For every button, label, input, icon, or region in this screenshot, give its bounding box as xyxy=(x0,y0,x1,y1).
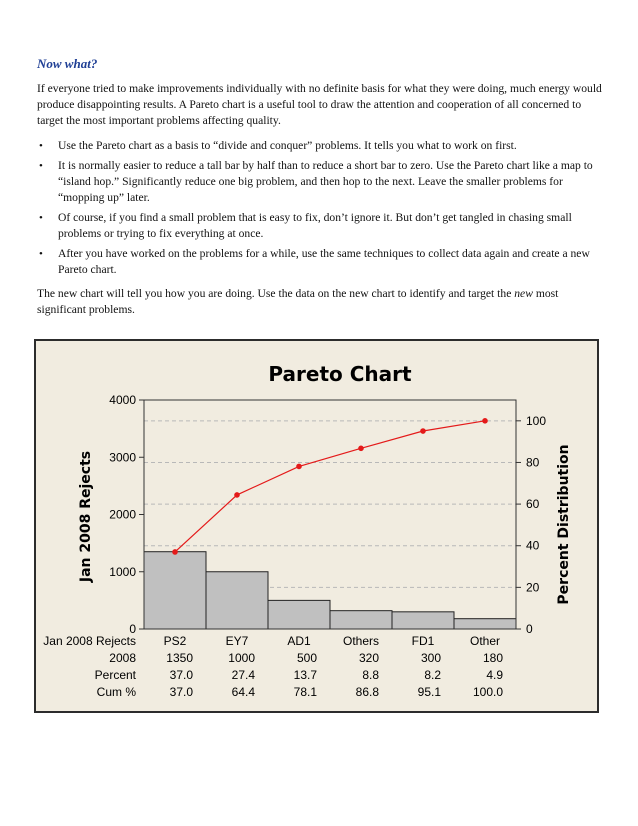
bullet-icon: • xyxy=(39,140,43,152)
table-cell: 320 xyxy=(358,651,379,665)
bullet-text: Use the Pareto chart as a basis to “divide and conquer” problems. It tells you what to work on first. xyxy=(58,139,517,152)
table-row-label: Percent xyxy=(94,668,136,682)
bar-ey7 xyxy=(206,572,268,629)
y2-tick-label: 20 xyxy=(526,580,540,595)
table-cell: 95.1 xyxy=(417,685,441,699)
cumulative-point xyxy=(296,464,302,470)
category-label: EY7 xyxy=(225,634,249,648)
bullet-icon: • xyxy=(39,212,43,224)
y-tick-label: 0 xyxy=(129,622,136,636)
y-tick-label: 4000 xyxy=(109,393,136,407)
table-cell: 500 xyxy=(296,651,317,665)
table-row-label: Cum % xyxy=(96,685,136,699)
bullet-list xyxy=(37,138,603,278)
bar-others xyxy=(330,611,392,629)
intro-paragraph: If everyone tried to make improvements individually with no definite basis for what they were doing, much energy would produce disappointing results. A Pareto chart is a useful tool to draw the attention and cooperation of all concerned to target the most important problems affecting quality. xyxy=(37,82,602,127)
cumulative-point xyxy=(234,492,240,498)
section-heading: Now what? xyxy=(37,56,98,71)
table-cell: 64.4 xyxy=(231,685,255,699)
y-tick-label: 2000 xyxy=(109,507,136,522)
pareto-chart xyxy=(36,341,597,711)
table-cell: 27.4 xyxy=(231,668,255,682)
chart-title: Pareto Chart xyxy=(268,362,412,386)
y-axis-label: Jan 2008 Rejects xyxy=(78,450,94,583)
cumulative-point xyxy=(482,418,488,424)
bullet-text: After you have worked on the problems for a while, use the same techniques to collect data again and create a new Pareto chart. xyxy=(58,247,590,276)
pareto-chart-panel xyxy=(34,339,599,713)
closing-text-end: most significant problems. xyxy=(37,287,559,316)
table-cell: 4.9 xyxy=(486,668,503,682)
cumulative-point xyxy=(420,428,426,434)
y2-axis-label: Percent Distribution xyxy=(556,444,572,605)
table-cell: 86.8 xyxy=(355,685,379,699)
bullet-icon: • xyxy=(39,160,43,172)
table-cell: 180 xyxy=(482,651,503,665)
cumulative-line xyxy=(175,421,485,552)
bullet-item xyxy=(37,138,603,154)
table-cell: 1350 xyxy=(166,651,193,665)
category-label: Others xyxy=(342,634,380,648)
table-cell: 37.0 xyxy=(169,685,193,699)
bar-other xyxy=(454,619,516,629)
y-tick-label: 3000 xyxy=(109,450,136,465)
y2-tick-label: 80 xyxy=(526,455,540,470)
table-cell: 78.1 xyxy=(293,685,317,699)
bullet-icon: • xyxy=(39,248,43,260)
table-cell: 37.0 xyxy=(169,668,193,682)
y2-tick-label: 40 xyxy=(526,538,540,553)
bullet-text: It is normally easier to reduce a tall bar by half than to reduce a short bar to zero. Use the Pareto chart like a map to “island hop.” Significantly reduce one big problem, and then hop to the next. Leave the smaller problems for “mopping up” later. xyxy=(58,159,593,204)
bar-ad1 xyxy=(268,600,330,629)
table-row-label: 2008 xyxy=(109,651,136,665)
cumulative-point xyxy=(172,549,178,555)
bullet-text: Of course, if you find a small problem that is easy to fix, don’t ignore it. But don’t get tangled in chasing small problems or trying to fix everything at once. xyxy=(58,211,572,240)
category-label: AD1 xyxy=(287,634,311,648)
y2-tick-label: 60 xyxy=(526,497,540,512)
y2-tick-label: 100 xyxy=(526,413,547,428)
category-label: Other xyxy=(469,634,501,648)
document-body xyxy=(37,56,603,327)
bar-ps2 xyxy=(144,552,206,629)
y-tick-label: 1000 xyxy=(109,564,136,579)
table-cell: 8.8 xyxy=(362,668,379,682)
y2-tick-label: 0 xyxy=(526,622,533,636)
table-cell: 8.2 xyxy=(424,668,441,682)
table-header-label: Jan 2008 Rejects xyxy=(43,634,136,648)
closing-text-start: The new chart will tell you how you are doing. Use the data on the new chart to identify and target the xyxy=(37,287,515,300)
bullet-item xyxy=(37,210,603,242)
closing-paragraph xyxy=(37,286,603,318)
bullet-item xyxy=(37,246,603,278)
table-cell: 300 xyxy=(420,651,441,665)
table-cell: 13.7 xyxy=(293,668,317,682)
table-cell: 100.0 xyxy=(472,685,503,699)
bullet-item xyxy=(37,158,603,206)
bar-fd1 xyxy=(392,612,454,629)
table-cell: 1000 xyxy=(228,651,255,665)
category-label: FD1 xyxy=(411,634,435,648)
cumulative-point xyxy=(358,445,364,451)
category-label: PS2 xyxy=(163,634,187,648)
closing-emphasis: new xyxy=(514,287,533,300)
